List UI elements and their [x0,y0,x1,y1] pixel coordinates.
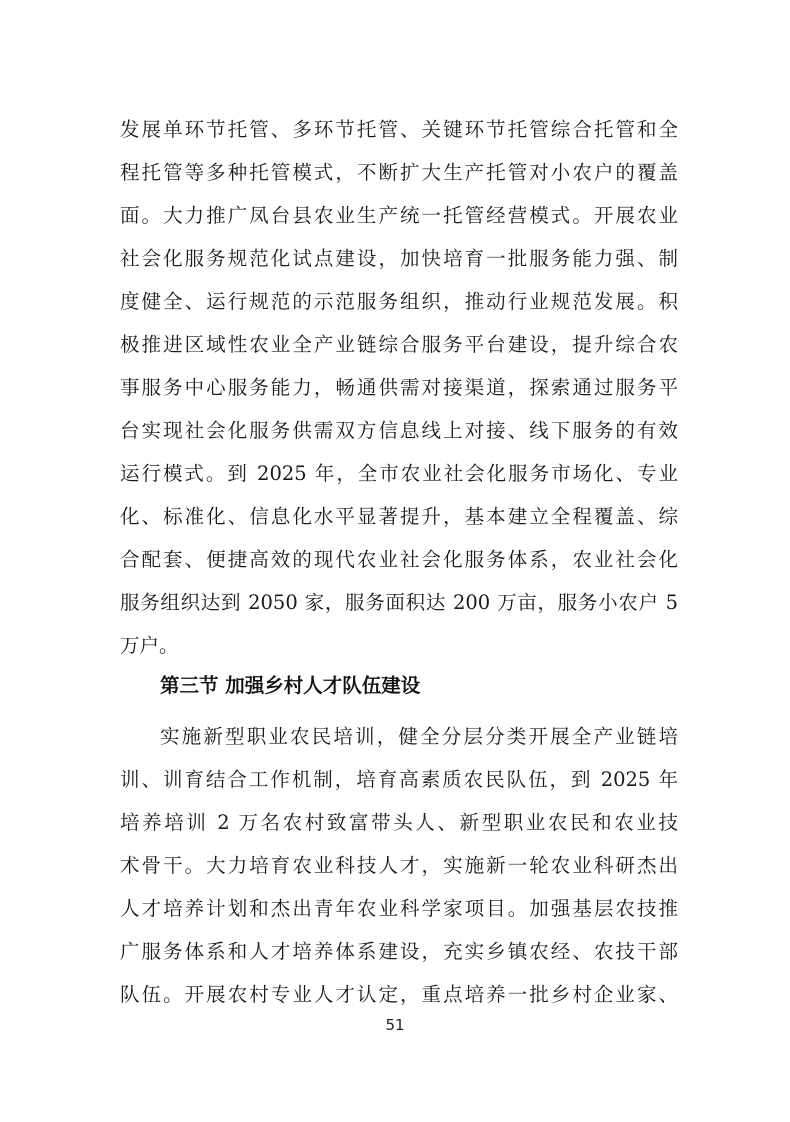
paragraph-line: 极推进区域性农业全产业链综合服务平台建设，提升综合农 [120,333,678,356]
paragraph-line: 服务组织达到 2050 家，服务面积达 200 万亩，服务小农户 5 [120,591,678,614]
paragraph-line: 面。大力推广凤台县农业生产统一托管经营模式。开展农业 [120,204,678,227]
paragraph-line: 队伍。开展农村专业人才认定，重点培养一批乡村企业家、 [120,983,678,1006]
paragraph-line: 台实现社会化服务供需双方信息线上对接、线下服务的有效 [120,419,678,442]
paragraph-line: 化、标准化、信息化水平显著提升，基本建立全程覆盖、综 [120,505,678,528]
paragraph-line: 发展单环节托管、多环节托管、关键环节托管综合托管和全 [120,118,678,141]
paragraph-line: 实施新型职业农民培训，健全分层分类开展全产业链培 [160,725,678,748]
paragraph-line: 事服务中心服务能力，畅通供需对接渠道，探索通过服务平 [120,376,678,399]
paragraph-line: 人才培养计划和杰出青年农业科学家项目。加强基层农技推 [120,897,678,920]
paragraph-line: 培养培训 2 万名农村致富带头人、新型职业农民和农业技 [120,811,678,834]
paragraph-line: 广服务体系和人才培养体系建设，充实乡镇农经、农技干部 [120,940,678,963]
page-number: 51 [385,1016,405,1034]
paragraph-line: 运行模式。到 2025 年，全市农业社会化服务市场化、专业 [120,462,678,485]
paragraph-line: 程托管等多种托管模式，不断扩大生产托管对小农户的覆盖 [120,161,678,184]
paragraph-line: 术骨干。大力培育农业科技人才，实施新一轮农业科研杰出 [120,854,678,877]
paragraph-line: 万户。 [120,634,179,657]
paragraph-line: 训、训育结合工作机制，培育高素质农民队伍，到 2025 年 [120,768,678,791]
section-heading: 第三节 加强乡村人才队伍建设 [160,674,421,697]
paragraph-line: 度健全、运行规范的示范服务组织，推动行业规范发展。积 [120,290,678,313]
paragraph-line: 合配套、便捷高效的现代农业社会化服务体系，农业社会化 [120,548,678,571]
paragraph-line: 社会化服务规范化试点建设，加快培育一批服务能力强、制 [120,247,678,270]
